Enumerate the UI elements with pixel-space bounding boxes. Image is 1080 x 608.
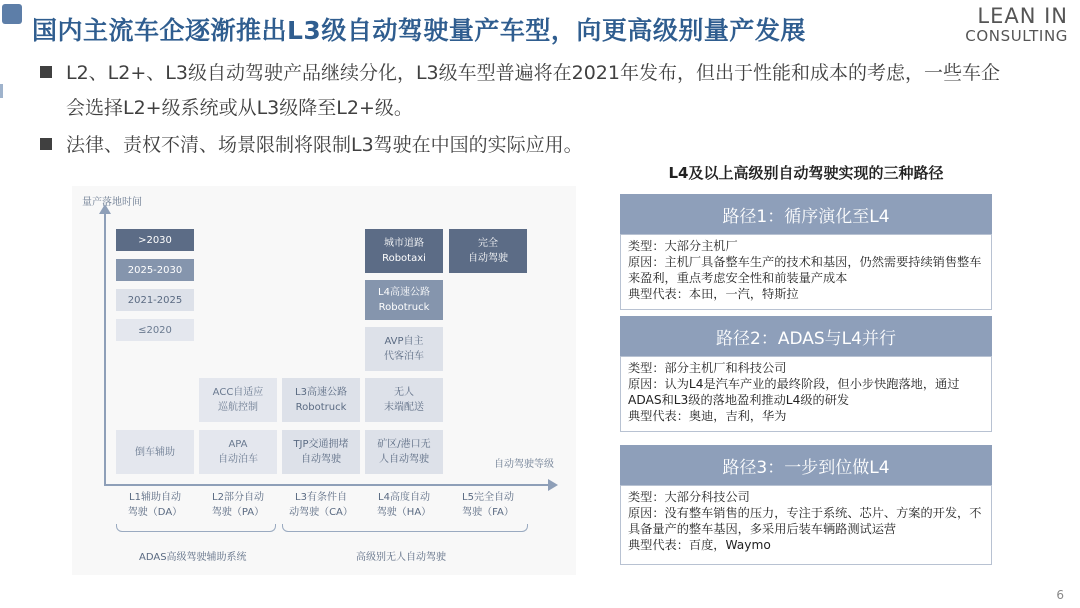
- side-tick-decoration: [0, 84, 3, 98]
- path2-reason: 原因：认为L4是汽车产业的最终阶段，但小步快跑落地，通过ADAS和L3级的落地盈利推动L4级的研发: [628, 377, 960, 407]
- feature-tjp: TJP交通拥堵 自动驾驶: [282, 430, 360, 474]
- x-axis-line: [104, 484, 550, 486]
- feature-apa: APA 自动泊车: [199, 430, 277, 474]
- y-axis-label: 量产落地时间: [82, 197, 142, 208]
- path3-header: 路径3：一步到位做L4: [620, 445, 992, 485]
- feature-robotaxi: 城市道路 Robotaxi: [365, 229, 443, 273]
- level-l3: L3有条件自 动驾驶（CA）: [289, 492, 353, 518]
- path3-reason: 原因：没有整车销售的压力，专注于系统、芯片、方案的开发，不具备量产的整车基因，多采用后装车辆路测试运营: [628, 506, 982, 536]
- feature-mine-port: 矿区/港口无 人自动驾驶: [365, 430, 443, 474]
- level-l2: L2部分自动 驾驶（PA）: [211, 492, 265, 518]
- path3-example: 典型代表：百度，Waymo: [628, 538, 771, 552]
- ads-brace: [282, 524, 528, 532]
- paths-title: L4及以上高级别自动驾驶实现的三种路径: [668, 164, 944, 182]
- path2-example: 典型代表：奥迪，吉利，华为: [628, 409, 787, 423]
- logo-line1: LEAN IN: [977, 4, 1068, 28]
- bullet-2: [40, 128, 583, 163]
- adas-brace: [116, 524, 276, 532]
- bullet-1: [40, 56, 1000, 126]
- bullet-square-icon: [40, 66, 52, 78]
- page-number: 6: [1056, 588, 1064, 602]
- feature-full-autonomy: 完全 自动驾驶: [449, 229, 527, 273]
- legend-2021-2025: 2021-2025: [116, 289, 194, 311]
- y-axis-arrow-icon: [99, 204, 111, 214]
- path2-type: 类型：部分主机厂和科技公司: [628, 361, 787, 375]
- corner-square-icon: [2, 4, 22, 24]
- ads-group-label: 高级别无人自动驾驶: [356, 552, 446, 563]
- path3-type: 类型：大部分科技公司: [628, 490, 750, 504]
- feature-unmanned-delivery: 无人 末端配送: [365, 378, 443, 422]
- level-l1: L1辅助自动 驾驶（DA）: [127, 492, 183, 518]
- feature-reverse-assist: 倒车辅助: [116, 430, 194, 474]
- x-axis-arrow-icon: [548, 479, 558, 491]
- path1-reason: 原因：主机厂具备整车生产的技术和基因，仍然需要持续销售整车来盈利，重点考虑安全性和前装量产成本: [628, 255, 982, 285]
- path1-example: 典型代表：本田，一汽，特斯拉: [628, 287, 799, 301]
- company-logo: [965, 6, 1068, 44]
- path3-body: [620, 485, 992, 565]
- level-l5: L5完全自动 驾驶（FA）: [462, 492, 514, 518]
- bullet-2-line1: 法律、责权不清、场景限制将限制L3驾驶在中国的实际应用。: [66, 134, 583, 156]
- feature-acc: ACC自适应 巡航控制: [199, 378, 277, 422]
- x-axis-label: 自动驾驶等级: [494, 459, 554, 470]
- bullet-1-line2: 会选择L2+级系统或从L3级降至L2+级。: [66, 97, 413, 119]
- page-title: 国内主流车企逐渐推出L3级自动驾驶量产车型，向更高级别量产发展: [32, 16, 806, 45]
- y-axis-line: [104, 212, 106, 486]
- legend-gt2030: >2030: [116, 229, 194, 251]
- path1-type: 类型：大部分主机厂: [628, 239, 738, 253]
- path1-header: 路径1：循序演化至L4: [620, 194, 992, 234]
- adas-group-label: ADAS高级驾驶辅助系统: [139, 552, 247, 563]
- path2-body: [620, 356, 992, 432]
- legend-2025-2030: 2025-2030: [116, 259, 194, 281]
- feature-l3-robotruck: L3高速公路 Robotruck: [282, 378, 360, 422]
- feature-avp: AVP自主 代客泊车: [365, 327, 443, 371]
- bullet-square-icon: [40, 138, 52, 150]
- path1-body: [620, 234, 992, 310]
- level-l4: L4高度自动 驾驶（HA）: [376, 492, 432, 518]
- bullet-1-line1: L2、L2+、L3级自动驾驶产品继续分化，L3级车型普遍将在2021年发布，但出于性能和成本的考虑，一些车企: [66, 62, 1000, 84]
- feature-l4-robotruck: L4高速公路 Robotruck: [365, 280, 443, 320]
- path2-header: 路径2：ADAS与L4并行: [620, 316, 992, 356]
- legend-le2020: ≤2020: [116, 319, 194, 341]
- logo-line2: CONSULTING: [965, 27, 1068, 45]
